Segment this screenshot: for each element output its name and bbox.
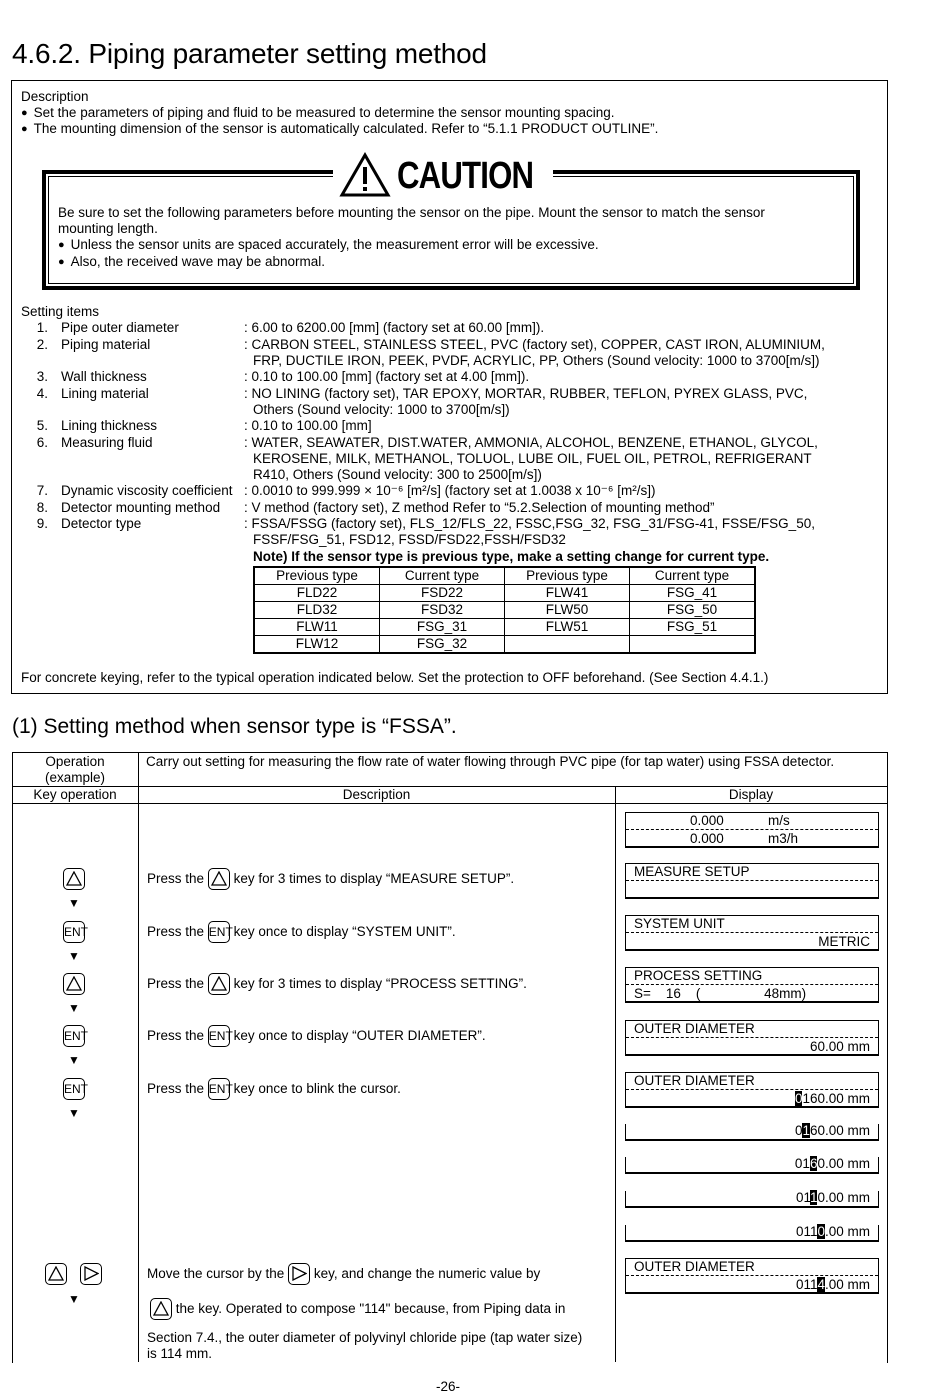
lcd-cursor: 0 (817, 1224, 825, 1239)
table-row (254, 636, 755, 654)
arrow-down-icon: ▼ (68, 1292, 80, 1306)
table-cell: FLW51 (505, 619, 630, 636)
item-value: : NO LINING (factory set), TAR EPOXY, MORTAR, RUBBER, TEFLON, PYREX GLASS, PVC, (244, 386, 808, 401)
setting-items-heading: Setting items (21, 304, 100, 319)
item-name: Wall thickness (61, 369, 147, 384)
step-description (147, 1078, 401, 1100)
step-description (147, 868, 514, 890)
lcd-cursor: 6 (809, 1156, 818, 1171)
right-key-icon (288, 1263, 310, 1285)
item-number: 7. (36, 483, 48, 498)
lcd-digits: 60.00 mm (809, 1123, 870, 1138)
step-text: Press the (147, 1028, 205, 1043)
caution-bullet: ● Unless the sensor units are spaced accurately, the measurement error will be excessive. (58, 237, 599, 254)
lcd-digits: 011 (795, 1277, 818, 1292)
item-name: Dynamic viscosity coefficient (61, 483, 233, 498)
lcd-display-line (625, 1225, 879, 1242)
lcd-line1: OUTER DIAMETER (634, 1073, 755, 1088)
item-value: R410, Others (Sound velocity: 300 to 2500[m/s]) (253, 467, 542, 482)
step-text: Move the cursor by the (147, 1266, 285, 1281)
item-number: 9. (36, 516, 48, 531)
lcd-line1: OUTER DIAMETER (634, 1021, 755, 1036)
step-text: Press the (147, 976, 205, 991)
table-cell: FLD32 (254, 602, 380, 619)
ent-key-button[interactable]: ENT (63, 1025, 85, 1047)
item-name: Lining material (61, 386, 149, 401)
operation-text: Carry out setting for measuring the flow rate of water flowing through PVC pipe (for tap water) using FSSA detector. (146, 754, 835, 769)
arrow-down-icon: ▼ (68, 1106, 80, 1120)
lcd-display (625, 1258, 879, 1294)
item-name: Lining thickness (61, 418, 158, 433)
lcd-digits: 0 (794, 1123, 803, 1138)
arrow-down-icon: ▼ (68, 1053, 80, 1067)
row-divider (12, 803, 887, 804)
lcd-display (625, 1072, 879, 1108)
right-key-button[interactable] (80, 1263, 102, 1285)
table-cell: FSD22 (380, 585, 505, 602)
item-name: Measuring fluid (61, 435, 153, 450)
lcd-line1: MEASURE SETUP (634, 864, 750, 879)
step-text: key, and change the numeric value by (313, 1266, 541, 1281)
lcd-line2: S= 16 ( 48mm) (634, 986, 807, 1001)
lcd-value: 0.000 (690, 831, 724, 846)
item-number: 5. (36, 418, 48, 433)
caution-text: mounting length. (58, 221, 158, 236)
column-divider (615, 786, 616, 1362)
page-title: 4.6.2. Piping parameter setting method (12, 38, 487, 69)
step-text: key once to display “OUTER DIAMETER”. (233, 1028, 486, 1043)
ent-key-button[interactable]: ENT (63, 1078, 85, 1100)
lcd-display (625, 915, 879, 951)
up-key-button[interactable] (63, 868, 85, 890)
item-number: 4. (36, 386, 48, 401)
table-cell (630, 636, 756, 654)
table-cell: FSG_31 (380, 619, 505, 636)
caution-header (333, 150, 553, 202)
item-value: : 0.10 to 100.00 [mm] (244, 418, 372, 433)
description-bullet: ● Set the parameters of piping and fluid to be measured to determine the sensor mounting spacing. (21, 105, 615, 122)
step-description (147, 1263, 540, 1285)
column-divider (138, 752, 139, 1362)
step-text: Section 7.4., the outer diameter of polyvinyl chloride pipe (tap water size) (147, 1330, 583, 1345)
item-name: Pipe outer diameter (61, 320, 179, 335)
arrow-down-icon: ▼ (68, 1001, 80, 1015)
table-cell: FSG_50 (630, 602, 756, 619)
table-cell: FLD22 (254, 585, 380, 602)
item-value: FRP, DUCTILE IRON, PEEK, PVDF, ACRYLIC, PP, Others (Sound velocity: 1000 to 3700[m/s]) (253, 353, 820, 368)
lcd-unit: m/s (768, 813, 790, 828)
lcd-line1: OUTER DIAMETER (634, 1259, 755, 1274)
item-name: Detector type (61, 516, 142, 531)
lcd-display (625, 1020, 879, 1056)
table-cell: FLW11 (254, 619, 380, 636)
table-header: Current type (630, 567, 756, 585)
step-text: Press the (147, 924, 205, 939)
table-header: Current type (380, 567, 505, 585)
table-header: Previous type (505, 567, 630, 585)
step-description (147, 973, 527, 995)
item-number: 8. (36, 500, 48, 515)
table-cell (505, 636, 630, 654)
lcd-value: 0.000 (690, 813, 724, 828)
page-number: -26- (436, 1379, 461, 1394)
ent-key-icon: ENT (208, 1078, 230, 1100)
lcd-line2: 60.00 mm (809, 1039, 870, 1054)
lcd-digits: 160.00 mm (802, 1091, 870, 1106)
lcd-line1: PROCESS SETTING (634, 968, 763, 983)
lcd-digits: 01 (795, 1190, 810, 1205)
table-cell: FLW41 (505, 585, 630, 602)
column-header-key: Key operation (33, 787, 117, 802)
table-header-row (254, 567, 755, 585)
lcd-line2: METRIC (818, 934, 870, 949)
lcd-digits: 0.00 mm (817, 1156, 870, 1171)
step-text: is 114 mm. (147, 1346, 213, 1361)
column-header-display: Display (728, 787, 774, 802)
table-cell: FSG_51 (630, 619, 756, 636)
lcd-line2 (795, 1091, 870, 1107)
step-description (147, 1025, 486, 1047)
caution-label: CAUTION (397, 154, 534, 197)
item-name: Piping material (61, 337, 151, 352)
step-description (147, 921, 456, 943)
item-value: : 6.00 to 6200.00 [mm] (factory set at 60.00 [mm]). (244, 320, 545, 335)
ent-key-icon: ENT (208, 921, 230, 943)
caution-text: Be sure to set the following parameters before mounting the sensor on the pipe. Mount the sensor to match the sensor (58, 205, 765, 220)
lcd-digits: 0.00 mm (817, 1190, 870, 1205)
ent-key-icon: ENT (208, 1025, 230, 1047)
up-key-icon (208, 868, 230, 890)
lcd-cursor: 1 (809, 1190, 818, 1205)
up-key-button[interactable] (63, 973, 85, 995)
operation-label: Operation (45, 754, 105, 769)
warning-triangle-icon (339, 152, 391, 201)
table-cell: FSG_41 (630, 585, 756, 602)
table-row (254, 602, 755, 619)
lcd-display-line (625, 1124, 879, 1141)
lcd-digits: .00 mm (824, 1224, 870, 1239)
item-number: 1. (36, 320, 48, 335)
table-cell: FLW50 (505, 602, 630, 619)
item-value: Others (Sound velocity: 1000 to 3700[m/s]) (253, 402, 510, 417)
lcd-line2 (796, 1277, 870, 1293)
lcd-display (625, 863, 879, 899)
step-text: the key. Operated to compose "114" because, from Piping data in (175, 1301, 566, 1316)
step-text: Press the (147, 871, 205, 886)
item-value: : V method (factory set), Z method Refer to “5.2.Selection of mounting method” (244, 500, 715, 515)
lcd-display (625, 967, 879, 1003)
step-description (150, 1298, 565, 1320)
step-text: key once to blink the cursor. (233, 1081, 401, 1096)
table-cell: FSG_32 (380, 636, 505, 654)
operation-label: (example) (44, 770, 106, 785)
lcd-display-line (625, 1157, 879, 1174)
sensor-type-table (253, 566, 756, 654)
item-value: : CARBON STEEL, STAINLESS STEEL, PVC (factory set), COPPER, CAST IRON, ALUMINIUM, (244, 337, 825, 352)
sensor-type-note: Note) If the sensor type is previous type, make a setting change for current type. (253, 549, 770, 564)
section-title: (1) Setting method when sensor type is “FSSA”. (12, 715, 457, 738)
item-number: 2. (36, 337, 48, 352)
table-row (254, 619, 755, 636)
lcd-digits: 01 (794, 1156, 810, 1171)
item-value: : FSSA/FSSG (factory set), FLS_12/FLS_22, FSSC,FSG_32, FSG_31/FSG-41, FSSE/FSG_50, (244, 516, 815, 531)
table-cell: FSD32 (380, 602, 505, 619)
description-bullet: ● The mounting dimension of the sensor is automatically calculated. Refer to “5.1.1 PRODUCT OUTLINE”. (21, 121, 658, 138)
step-text: Press the (147, 1081, 205, 1096)
description-heading: Description (21, 89, 89, 104)
lcd-cursor: 0 (794, 1091, 803, 1106)
up-key-icon (150, 1298, 172, 1320)
lcd-digits: .00 mm (824, 1277, 870, 1292)
up-key-button[interactable] (45, 1263, 67, 1285)
lcd-line1: SYSTEM UNIT (634, 916, 725, 931)
item-value: FSSF/FSG_51, FSD12, FSSD/FSD22,FSSH/FSD32 (253, 532, 566, 547)
step-text: key for 3 times to display “PROCESS SETTING”. (233, 976, 527, 991)
lcd-display (625, 812, 879, 848)
caution-bullet: ● Also, the received wave may be abnormal. (58, 254, 325, 271)
ent-key-button[interactable]: ENT (63, 921, 85, 943)
item-name: Detector mounting method (61, 500, 221, 515)
item-value: : 0.10 to 100.00 [mm] (factory set at 4.00 [mm]). (244, 369, 530, 384)
item-number: 6. (36, 435, 48, 450)
item-value: KEROSENE, MILK, METHANOL, TOLUOL, LUBE OIL, FUEL OIL, PETROL, REFRIGERANT (253, 451, 812, 466)
lcd-cursor: 1 (802, 1123, 810, 1138)
item-value: : 0.0010 to 999.999 × 10⁻⁶ [m²/s] (factory set at 1.0038 x 10⁻⁶ [m²/s]) (244, 483, 656, 498)
item-number: 3. (36, 369, 48, 384)
step-text: key once to display “SYSTEM UNIT”. (233, 924, 456, 939)
table-header: Previous type (254, 567, 380, 585)
table-row (254, 585, 755, 602)
lcd-display-line (625, 1191, 879, 1208)
arrow-down-icon: ▼ (68, 949, 80, 963)
step-text: key for 3 times to display “MEASURE SETUP”. (233, 871, 515, 886)
lcd-unit: m3/h (768, 831, 799, 846)
item-value: : WATER, SEAWATER, DIST.WATER, AMMONIA, ALCOHOL, BENZENE, ETHANOL, GLYCOL, (244, 435, 818, 450)
column-header-description: Description (342, 787, 411, 802)
lcd-cursor: 4 (817, 1277, 825, 1292)
keying-note: For concrete keying, refer to the typical operation indicated below. Set the protection to OFF beforehand. (See Section 4.4.1.) (21, 670, 769, 685)
lcd-digits: 011 (795, 1224, 818, 1239)
up-key-icon (208, 973, 230, 995)
table-cell: FLW12 (254, 636, 380, 654)
arrow-down-icon: ▼ (68, 896, 80, 910)
